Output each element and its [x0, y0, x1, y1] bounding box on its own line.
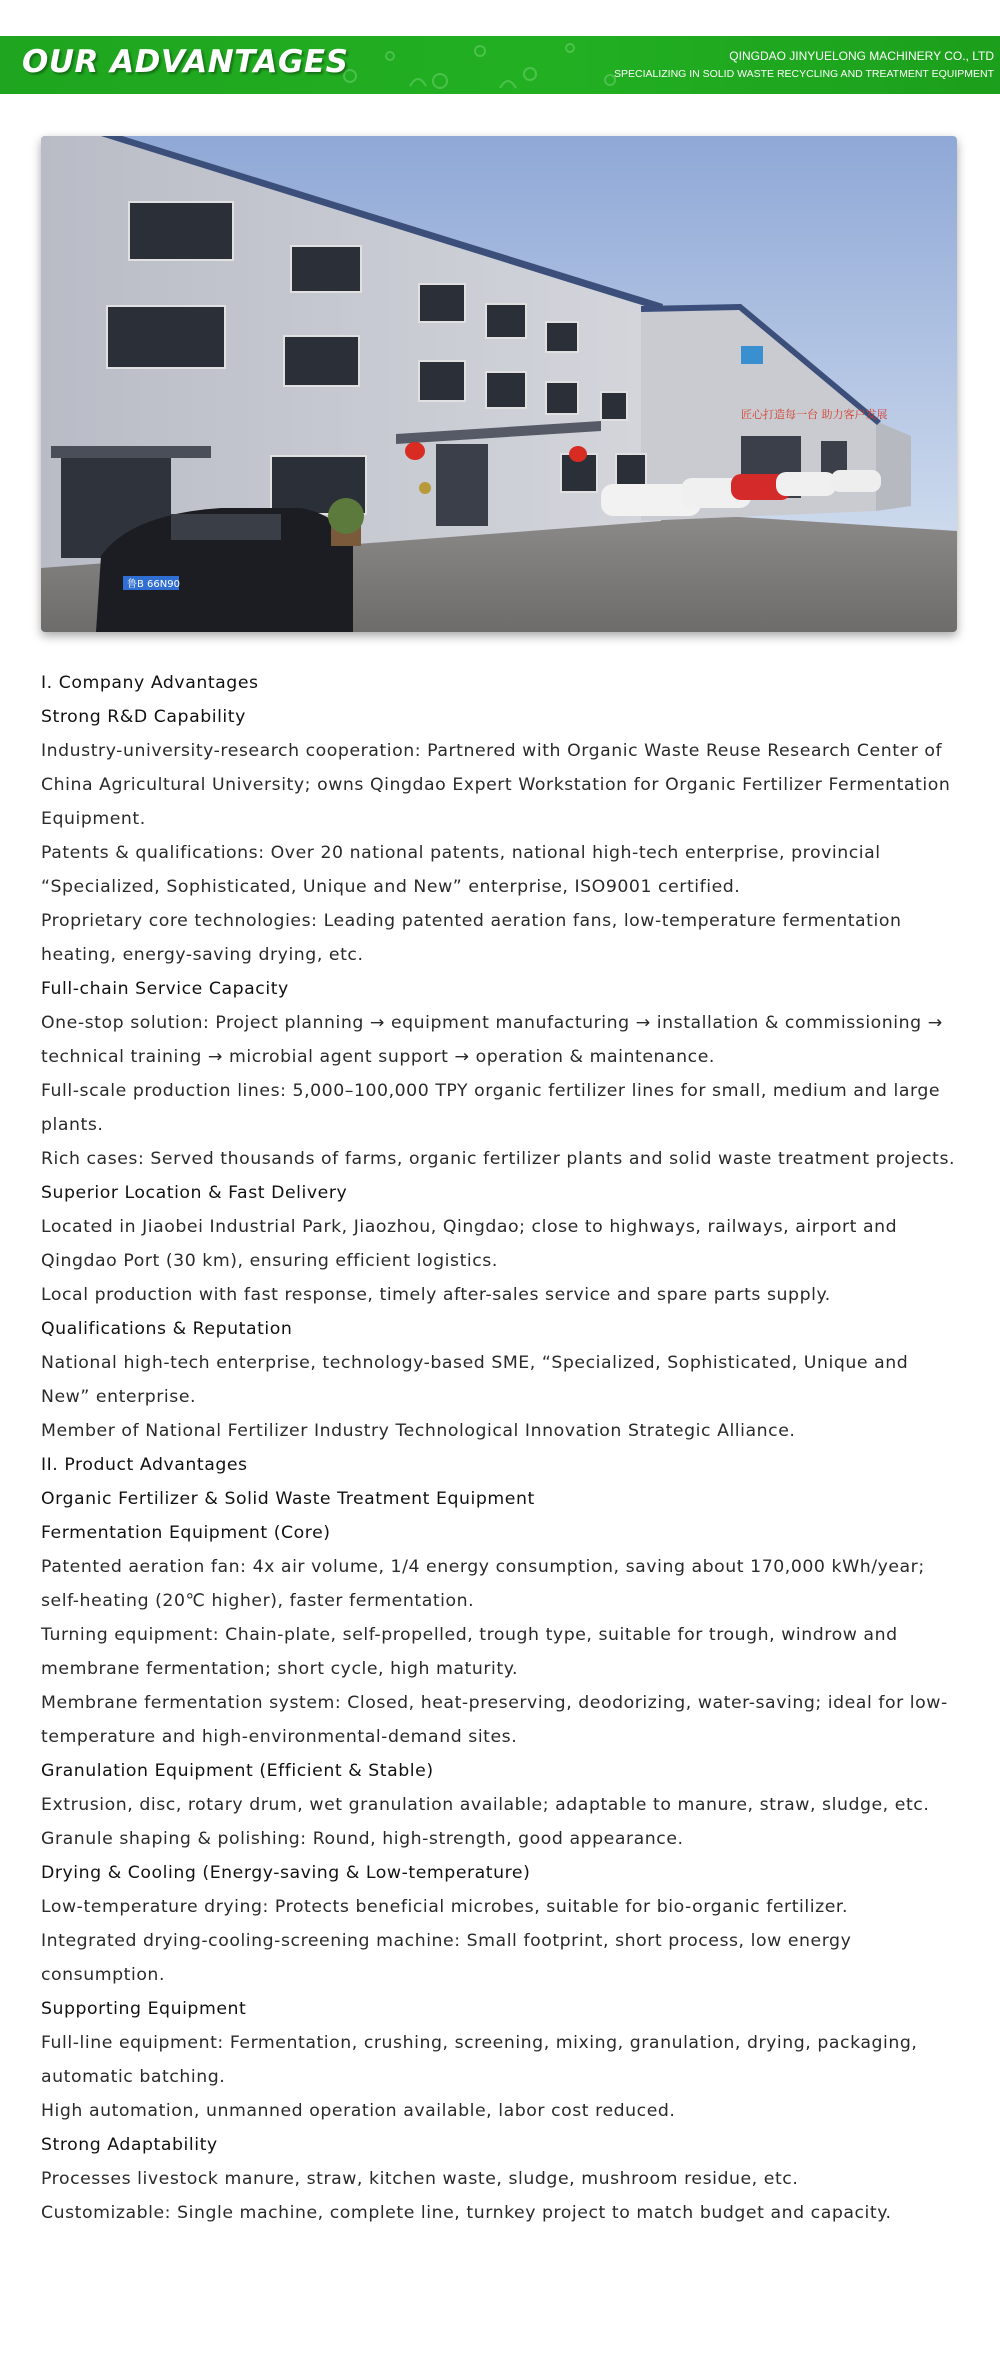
company-tagline: SPECIALIZING IN SOLID WASTE RECYCLING AND TREATMENT EQUIPMENT [613, 68, 994, 80]
subheading-granulation: Granulation Equipment (Efficient & Stable) [41, 1761, 434, 1781]
company-name: QINGDAO JINYUELONG MACHINERY CO., LTD [729, 49, 994, 63]
decorative-pattern [330, 36, 630, 94]
paragraph: Rich cases: Served thousands of farms, organic fertilizer plants and solid waste treatment projects. [41, 1149, 956, 1169]
advantages-banner [0, 36, 1000, 94]
subheading-full-chain: Full-chain Service Capacity [41, 979, 289, 999]
section-heading-company: I. Company Advantages [41, 673, 259, 693]
paragraph: Full-scale production lines: 5,000–100,000 TPY organic fertilizer lines for small, medium and large plants. [41, 1081, 941, 1135]
paragraph: Industry-university-research cooperation: Partnered with Organic Waste Reuse Research Center of China Agricultural University; owns Qingdao Expert Workstation for Organic Fertilizer Fermentation Equipment. [41, 741, 951, 829]
paragraph: Proprietary core technologies: Leading patented aeration fans, low-temperature fermentation heating, energy-saving drying, etc. [41, 911, 902, 965]
paragraph: Patents & qualifications: Over 20 national patents, national high-tech enterprise, provincial “Specialized, Sophisticated, Unique and New” enterprise, ISO9001 certified. [41, 843, 881, 897]
paragraph: Full-line equipment: Fermentation, crushing, screening, mixing, granulation, drying, packaging, automatic batching. [41, 2033, 918, 2087]
subheading-qualifications: Qualifications & Reputation [41, 1319, 293, 1339]
paragraph: Membrane fermentation system: Closed, heat-preserving, deodorizing, water-saving; ideal for low-temperature and high-environmental-demand sites. [41, 1693, 948, 1747]
subheading-supporting: Supporting Equipment [41, 1999, 247, 2019]
building-sign: 匠心打造每一台 助力客户发展 [741, 408, 888, 421]
factory-building-image [41, 136, 957, 632]
paragraph: Local production with fast response, timely after-sales service and spare parts supply. [41, 1285, 831, 1305]
section-title: OUR ADVANTAGES [22, 44, 349, 80]
subheading-location: Superior Location & Fast Delivery [41, 1183, 348, 1203]
subheading-organic-fertilizer: Organic Fertilizer & Solid Waste Treatment Equipment [41, 1489, 535, 1509]
paragraph: High automation, unmanned operation available, labor cost reduced. [41, 2101, 676, 2121]
paragraph: Turning equipment: Chain-plate, self-propelled, trough type, suitable for trough, windrow and membrane fermentation; short cycle, high maturity. [41, 1625, 898, 1679]
paragraph: One-stop solution: Project planning → equipment manufacturing → installation & commissioning → technical training → microbial agent support → operation & maintenance. [41, 1013, 943, 1067]
paragraph: National high-tech enterprise, technology-based SME, “Specialized, Sophisticated, Unique and New” enterprise. [41, 1353, 909, 1407]
paragraph: Member of National Fertilizer Industry Technological Innovation Strategic Alliance. [41, 1421, 796, 1441]
paragraph: Located in Jiaobei Industrial Park, Jiaozhou, Qingdao; close to highways, railways, airport and Qingdao Port (30 km), ensuring efficient logistics. [41, 1217, 898, 1271]
factory-photo [41, 136, 957, 632]
section-heading-product: II. Product Advantages [41, 1455, 248, 1475]
subheading-fermentation: Fermentation Equipment (Core) [41, 1523, 331, 1543]
subheading-adaptability: Strong Adaptability [41, 2135, 218, 2155]
paragraph: Low-temperature drying: Protects beneficial microbes, suitable for bio-organic fertilizer. [41, 1897, 848, 1917]
paragraph: Integrated drying-cooling-screening machine: Small footprint, short process, low energy consumption. [41, 1931, 852, 1985]
license-plate: 鲁B 66N90 [127, 579, 180, 590]
paragraph: Extrusion, disc, rotary drum, wet granulation available; adaptable to manure, straw, sludge, etc. [41, 1795, 930, 1815]
paragraph: Customizable: Single machine, complete line, turnkey project to match budget and capacity. [41, 2203, 892, 2223]
paragraph: Processes livestock manure, straw, kitchen waste, sludge, mushroom residue, etc. [41, 2169, 799, 2189]
paragraph: Patented aeration fan: 4x air volume, 1/4 energy consumption, saving about 170,000 kWh/year; self-heating (20℃ higher), faster fermentation. [41, 1557, 925, 1611]
subheading-drying: Drying & Cooling (Energy-saving & Low-temperature) [41, 1863, 531, 1883]
advantages-text [41, 666, 961, 2230]
subheading-rd: Strong R&D Capability [41, 707, 246, 727]
paragraph: Granule shaping & polishing: Round, high-strength, good appearance. [41, 1829, 684, 1849]
